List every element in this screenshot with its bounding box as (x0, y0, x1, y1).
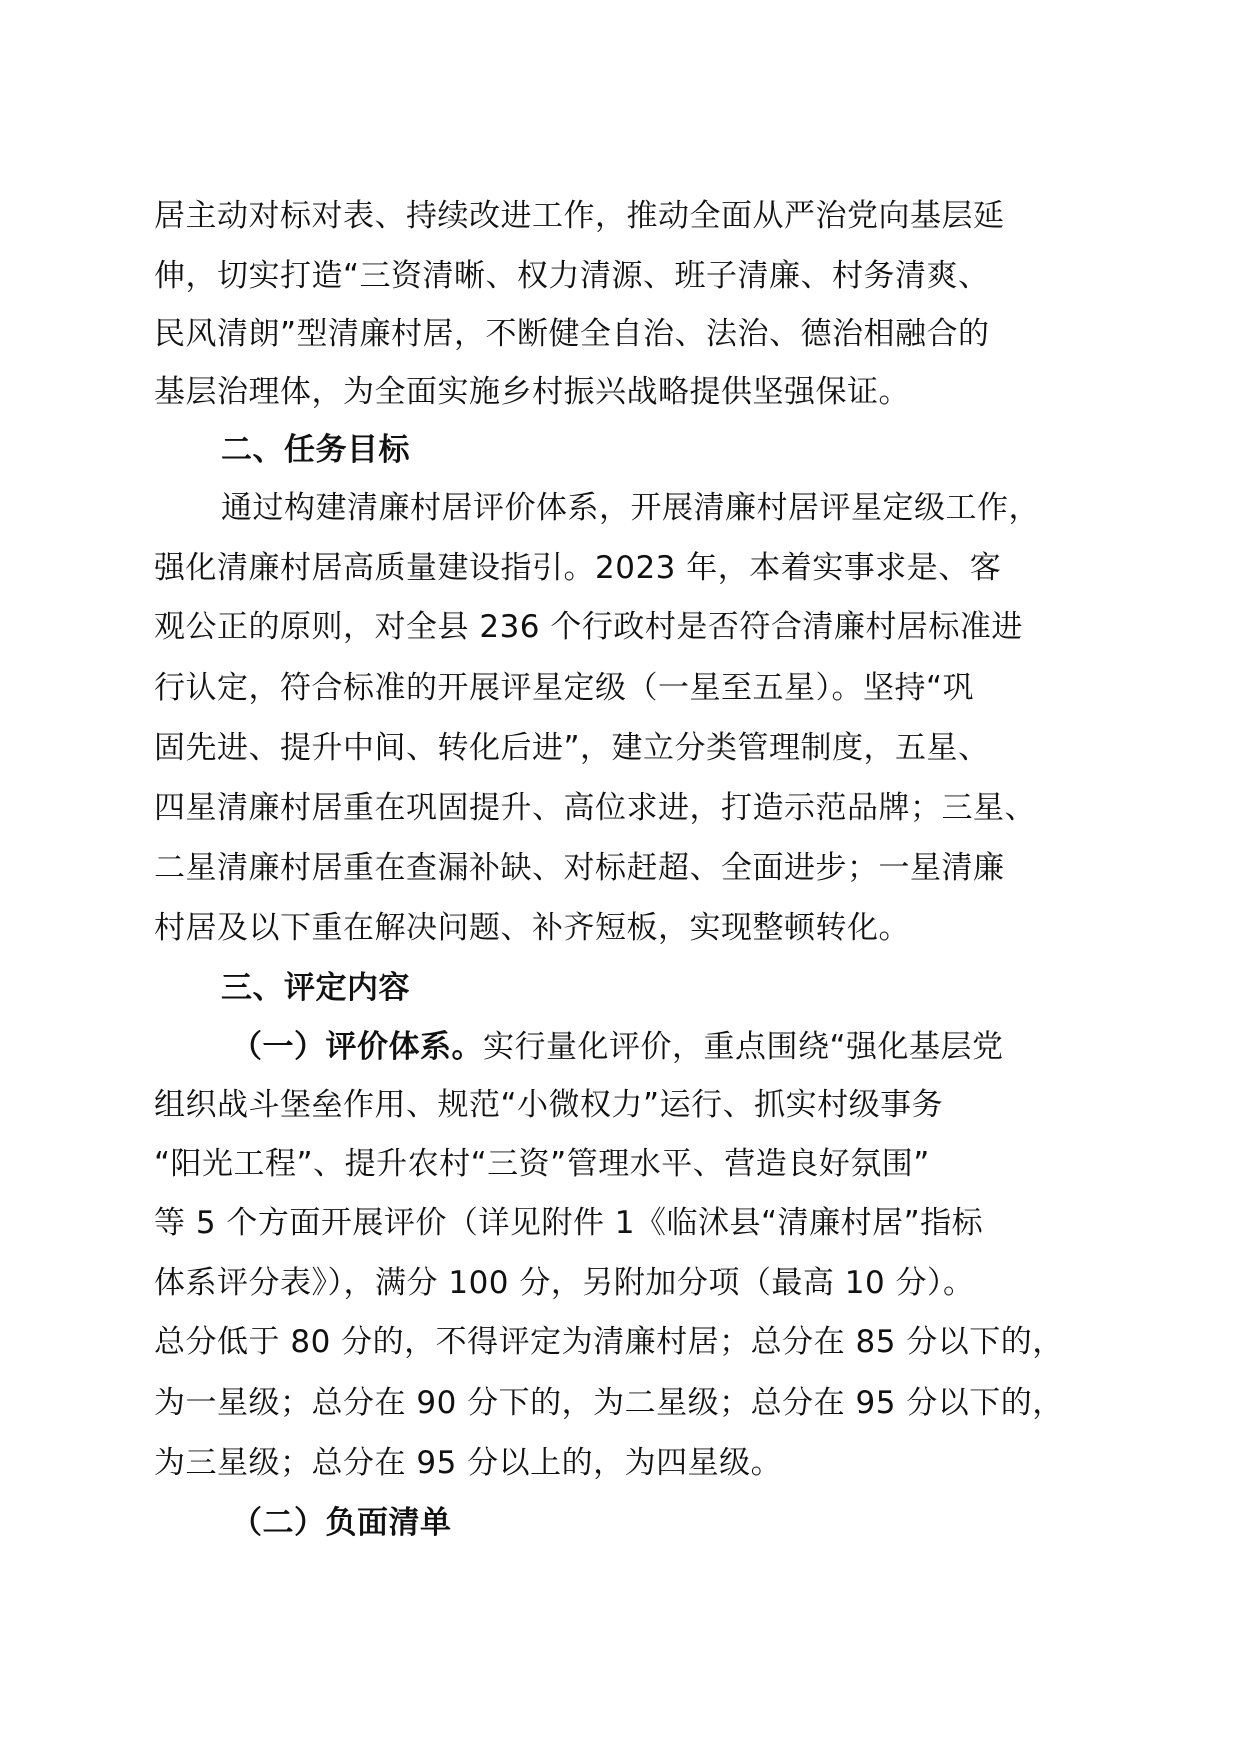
section2-line-2: 强化清廉村居高质量建设指引。2023 年，本着实事求是、客 (154, 550, 1002, 586)
sub1-line-4: 等 5 个方面开展评价（详见附件 1《临沭县“清廉村居”指标 (154, 1205, 984, 1241)
intro-line-2: 伸，切实打造“三资清晰、权力清源、班子清廉、村务清爽、 (154, 258, 990, 294)
sub1-line-2: 组织战斗堡垒作用、规范“小微权力”运行、抓实村级事务 (154, 1087, 944, 1123)
sub1-line-3: “阳光工程”、提升农村“三资”管理水平、营造良好氛围” (154, 1146, 930, 1182)
sub1-line-7: 为一星级；总分在 90 分下的，为二星级；总分在 95 分以下的， (154, 1385, 1064, 1421)
intro-line-3: 民风清朗”型清廉村居，不断健全自治、法治、德治相融合的 (154, 316, 990, 352)
section2-line-5: 固先进、提升中间、转化后进”，建立分类管理制度，五星、 (154, 730, 990, 766)
sub1-first-line (231, 1027, 1004, 1067)
section-heading-content: 三、评定内容 (221, 970, 410, 1006)
sub1-label: （一）评价体系。 (231, 1029, 483, 1065)
section2-line-7: 二星清廉村居重在查漏补缺、对标赶超、全面进步；一星清廉 (154, 850, 1005, 886)
intro-line-4: 基层治理体，为全面实施乡村振兴战略提供坚强保证。 (154, 374, 910, 410)
section2-line-1: 通过构建清廉村居评价体系，开展清廉村居评星定级工作， (221, 490, 1040, 526)
section-heading-tasks: 二、任务目标 (221, 432, 410, 468)
sub2-heading: （二）负面清单 (231, 1505, 452, 1541)
section2-line-6: 四星清廉村居重在巩固提升、高位求进，打造示范品牌；三星、 (154, 790, 1036, 826)
intro-line-1: 居主动对标对表、持续改进工作，推动全面从严治党向基层延 (154, 198, 1005, 234)
sub1-line-5: 体系评分表》），满分 100 分，另附加分项（最高 10 分）。 (154, 1265, 975, 1301)
section2-line-8: 村居及以下重在解决问题、补齐短板，实现整顿转化。 (154, 910, 910, 946)
sub1-first-text: 实行量化评价，重点围绕“强化基层党 (483, 1029, 1004, 1065)
section2-line-4: 行认定，符合标准的开展评星定级（一星至五星）。坚持“巩 (154, 670, 975, 706)
sub1-line-8: 为三星级；总分在 95 分以上的，为四星级。 (154, 1445, 783, 1481)
sub1-line-6: 总分低于 80 分的，不得评定为清廉村居；总分在 85 分以下的， (154, 1324, 1064, 1360)
section2-line-3: 观公正的原则，对全县 236 个行政村是否符合清廉村居标准进 (154, 609, 1023, 645)
